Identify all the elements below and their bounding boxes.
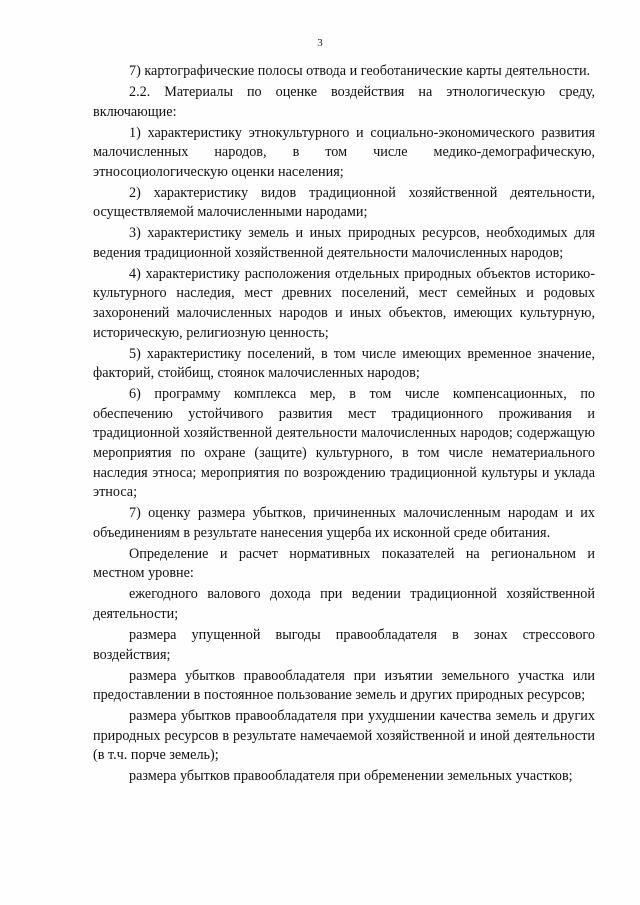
page-number: 3 bbox=[317, 37, 323, 49]
paragraph: размера убытков правообладателя при обременении земельных участков; bbox=[129, 768, 573, 785]
paragraph: ежегодного валового дохода при ведении традиционной хозяйственной деятельности; bbox=[93, 586, 595, 622]
paragraph: 6) программу комплекса мер, в том числе компенсационных, по обеспечению устойчивого развития мест традиционного проживания и традиционной хозяйственной деятельности малочисленных народов; содержащую мероприятия по охране (защите) культурного, в том числе нематериального наследия этноса; мероприятия по возрождению традиционной культуры и уклада этноса; bbox=[93, 386, 595, 501]
document-body bbox=[93, 62, 595, 788]
paragraph: 3) характеристику земель и иных природных ресурсов, необходимых для ведения традиционной хозяйственной деятельности малочисленных народов; bbox=[93, 225, 595, 261]
paragraph: 7) картографические полосы отвода и геоботанические карты деятельности. bbox=[129, 63, 591, 79]
paragraph: 2) характеристику видов традиционной хозяйственной деятельности, осуществляемой малочисленными народами; bbox=[93, 184, 595, 221]
paragraph: Определение и расчет нормативных показателей на региональном и местном уровне: bbox=[93, 545, 595, 582]
paragraph: 4) характеристику расположения отдельных природных объектов историко-культурного наследия, мест древних поселений, мест семейных и родовых захоронений малочисленных народов и иных объектов, имеющих культурную, историческую, религиозную ценность; bbox=[93, 265, 595, 341]
paragraph: 5) характеристику поселений, в том числе имеющих временное значение, факторий, стойбищ, стоянок малочисленных народов; bbox=[93, 345, 595, 382]
paragraph: 1) характеристику этнокультурного и социально-экономического развития малочисленных народов, в том числе медико-демографическую, этносоциологическую оценки населения; bbox=[93, 124, 595, 180]
paragraph: размера упущенной выгоды правообладателя в зонах стрессового воздействия; bbox=[93, 626, 595, 663]
paragraph: размера убытков правообладателя при изъятии земельного участка или предоставлении в постоянное пользование земель и других природных ресурсов; bbox=[93, 667, 595, 704]
paragraph: 7) оценку размера убытков, причиненных малочисленным народам и их объединениям в результате нанесения ущерба их исконной среде обитания. bbox=[93, 505, 595, 541]
paragraph: 2.2. Материалы по оценке воздействия на этнологическую среду, включающие: bbox=[93, 83, 595, 120]
paragraph: размера убытков правообладателя при ухудшении качества земель и других природных ресурсов в результате намечаемой хозяйственной и иной деятельности (в т.ч. порче земель); bbox=[93, 708, 595, 764]
